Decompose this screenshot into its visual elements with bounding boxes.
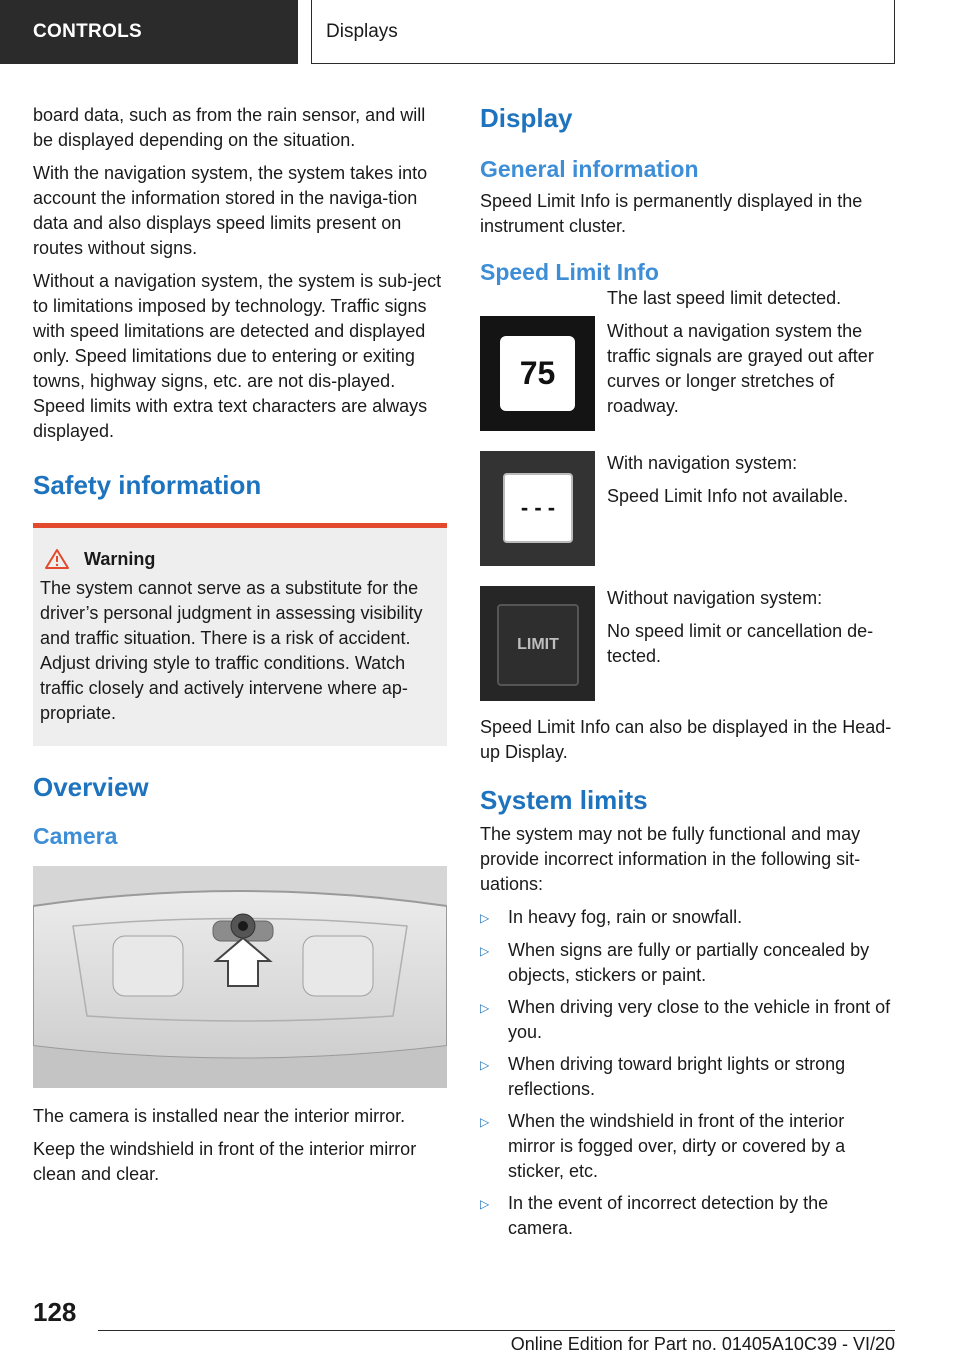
- list-item: ▷ In the event of incorrect detection by the camera.: [480, 1191, 895, 1241]
- bullet-triangle-icon: ▷: [480, 1115, 490, 1129]
- limit-sign-icon: [480, 586, 595, 701]
- section-label: CONTROLS: [33, 21, 143, 42]
- sli-row-2: [480, 451, 895, 566]
- bullet-triangle-icon: ▷: [480, 911, 490, 925]
- paragraph: With the navigation system, the system takes into account the information stored in the naviga‐tion data and also displays speed limits present on routes without signs.: [33, 163, 428, 258]
- paragraph: Keep the windshield in front of the interior mirror clean and clear.: [33, 1139, 417, 1184]
- display-heading: Display: [480, 103, 573, 133]
- paragraph: The last speed limit detected.: [607, 288, 842, 308]
- section-tab: [0, 0, 298, 64]
- left-column: [33, 103, 447, 1195]
- warning-title-text: Warning: [84, 548, 156, 569]
- warning-text: The system cannot serve as a substitute for the driver’s personal judgment in assessing visibility and traffic situation. There is a risk of accident. Adjust driving style to traffic conditions. Watch traffic closely and actively intervene where ap‐propriate.: [40, 578, 423, 723]
- page-number: 128: [33, 1297, 77, 1327]
- edition-text: Online Edition for Part no. 01405A10C39 - VI/20: [510, 1334, 895, 1354]
- list-item: ▷ In heavy fog, rain or snowfall.: [480, 905, 895, 931]
- sli-icon-wrap: [480, 286, 595, 431]
- list-item: ▷ When driving very close to the vehicle in front of you.: [480, 995, 895, 1045]
- paragraph: Without a navigation system the traffic signals are grayed out after curves or longer stretches of roadway.: [607, 321, 874, 416]
- warning-title: [44, 548, 439, 570]
- sli-description: [607, 586, 895, 701]
- camera-illustration: [33, 866, 447, 1088]
- limit-sign-label: LIMIT: [497, 604, 579, 686]
- paragraph: Speed Limit Info is permanently displayed in the instrument cluster.: [480, 191, 863, 236]
- paragraph: Without navigation system:: [607, 588, 823, 608]
- chapter-label: Displays: [326, 20, 398, 42]
- camera-heading: Camera: [33, 823, 118, 849]
- paragraph: The system may not be fully functional and may provide incorrect information in the following sit‐uations:: [480, 824, 861, 894]
- sli-description: [607, 286, 895, 431]
- speed-sign-icon: [480, 316, 595, 431]
- paragraph: No speed limit or cancellation de‐tected.: [607, 621, 874, 666]
- sli-description: [607, 451, 848, 566]
- paragraph: The camera is installed near the interior mirror.: [33, 1106, 406, 1126]
- paragraph: Without a navigation system, the system is sub‐ject to limitations imposed by technology. Traffic signs with speed limitations are detected and displayed only. Speed limitations due to entering or exiting towns, highway signs, etc. are not dis‐played. Speed limits with extra text characters are always displayed.: [33, 271, 442, 441]
- unavailable-sign-value: - - -: [503, 473, 573, 543]
- overview-heading: Overview: [33, 772, 149, 802]
- footer-divider: [98, 1330, 895, 1331]
- speed-limit-info-heading: Speed Limit Info: [480, 259, 659, 285]
- system-limits-heading: System limits: [480, 785, 648, 815]
- list-item: ▷ When driving toward bright lights or strong reflections.: [480, 1052, 895, 1102]
- bullet-triangle-icon: ▷: [480, 1058, 490, 1072]
- paragraph: board data, such as from the rain sensor, and will be displayed depending on the situation.: [33, 105, 426, 150]
- paragraph: Speed Limit Info not available.: [607, 486, 849, 506]
- speed-sign-unavailable-icon: [480, 451, 595, 566]
- list-item: ▷ When the windshield in front of the interior mirror is fogged over, dirty or covered by a sticker, etc.: [480, 1109, 895, 1184]
- safety-heading: Safety information: [33, 470, 262, 500]
- limits-list: [480, 905, 895, 1241]
- sli-row-1: [480, 286, 895, 431]
- warning-triangle-icon: [44, 548, 70, 570]
- right-column: [480, 103, 895, 1248]
- bullet-triangle-icon: ▷: [480, 1197, 490, 1211]
- general-info-heading: General information: [480, 156, 699, 182]
- chapter-tab: [311, 0, 895, 64]
- speed-sign-value: 75: [500, 336, 575, 411]
- bullet-triangle-icon: ▷: [480, 1001, 490, 1015]
- sli-row-3: [480, 586, 895, 701]
- list-item: ▷ When signs are fully or partially concealed by objects, stickers or paint.: [480, 938, 895, 988]
- warning-box: [33, 523, 447, 746]
- paragraph: With navigation system:: [607, 453, 798, 473]
- paragraph: Speed Limit Info can also be displayed in the Head-up Display.: [480, 717, 892, 762]
- bullet-triangle-icon: ▷: [480, 944, 490, 958]
